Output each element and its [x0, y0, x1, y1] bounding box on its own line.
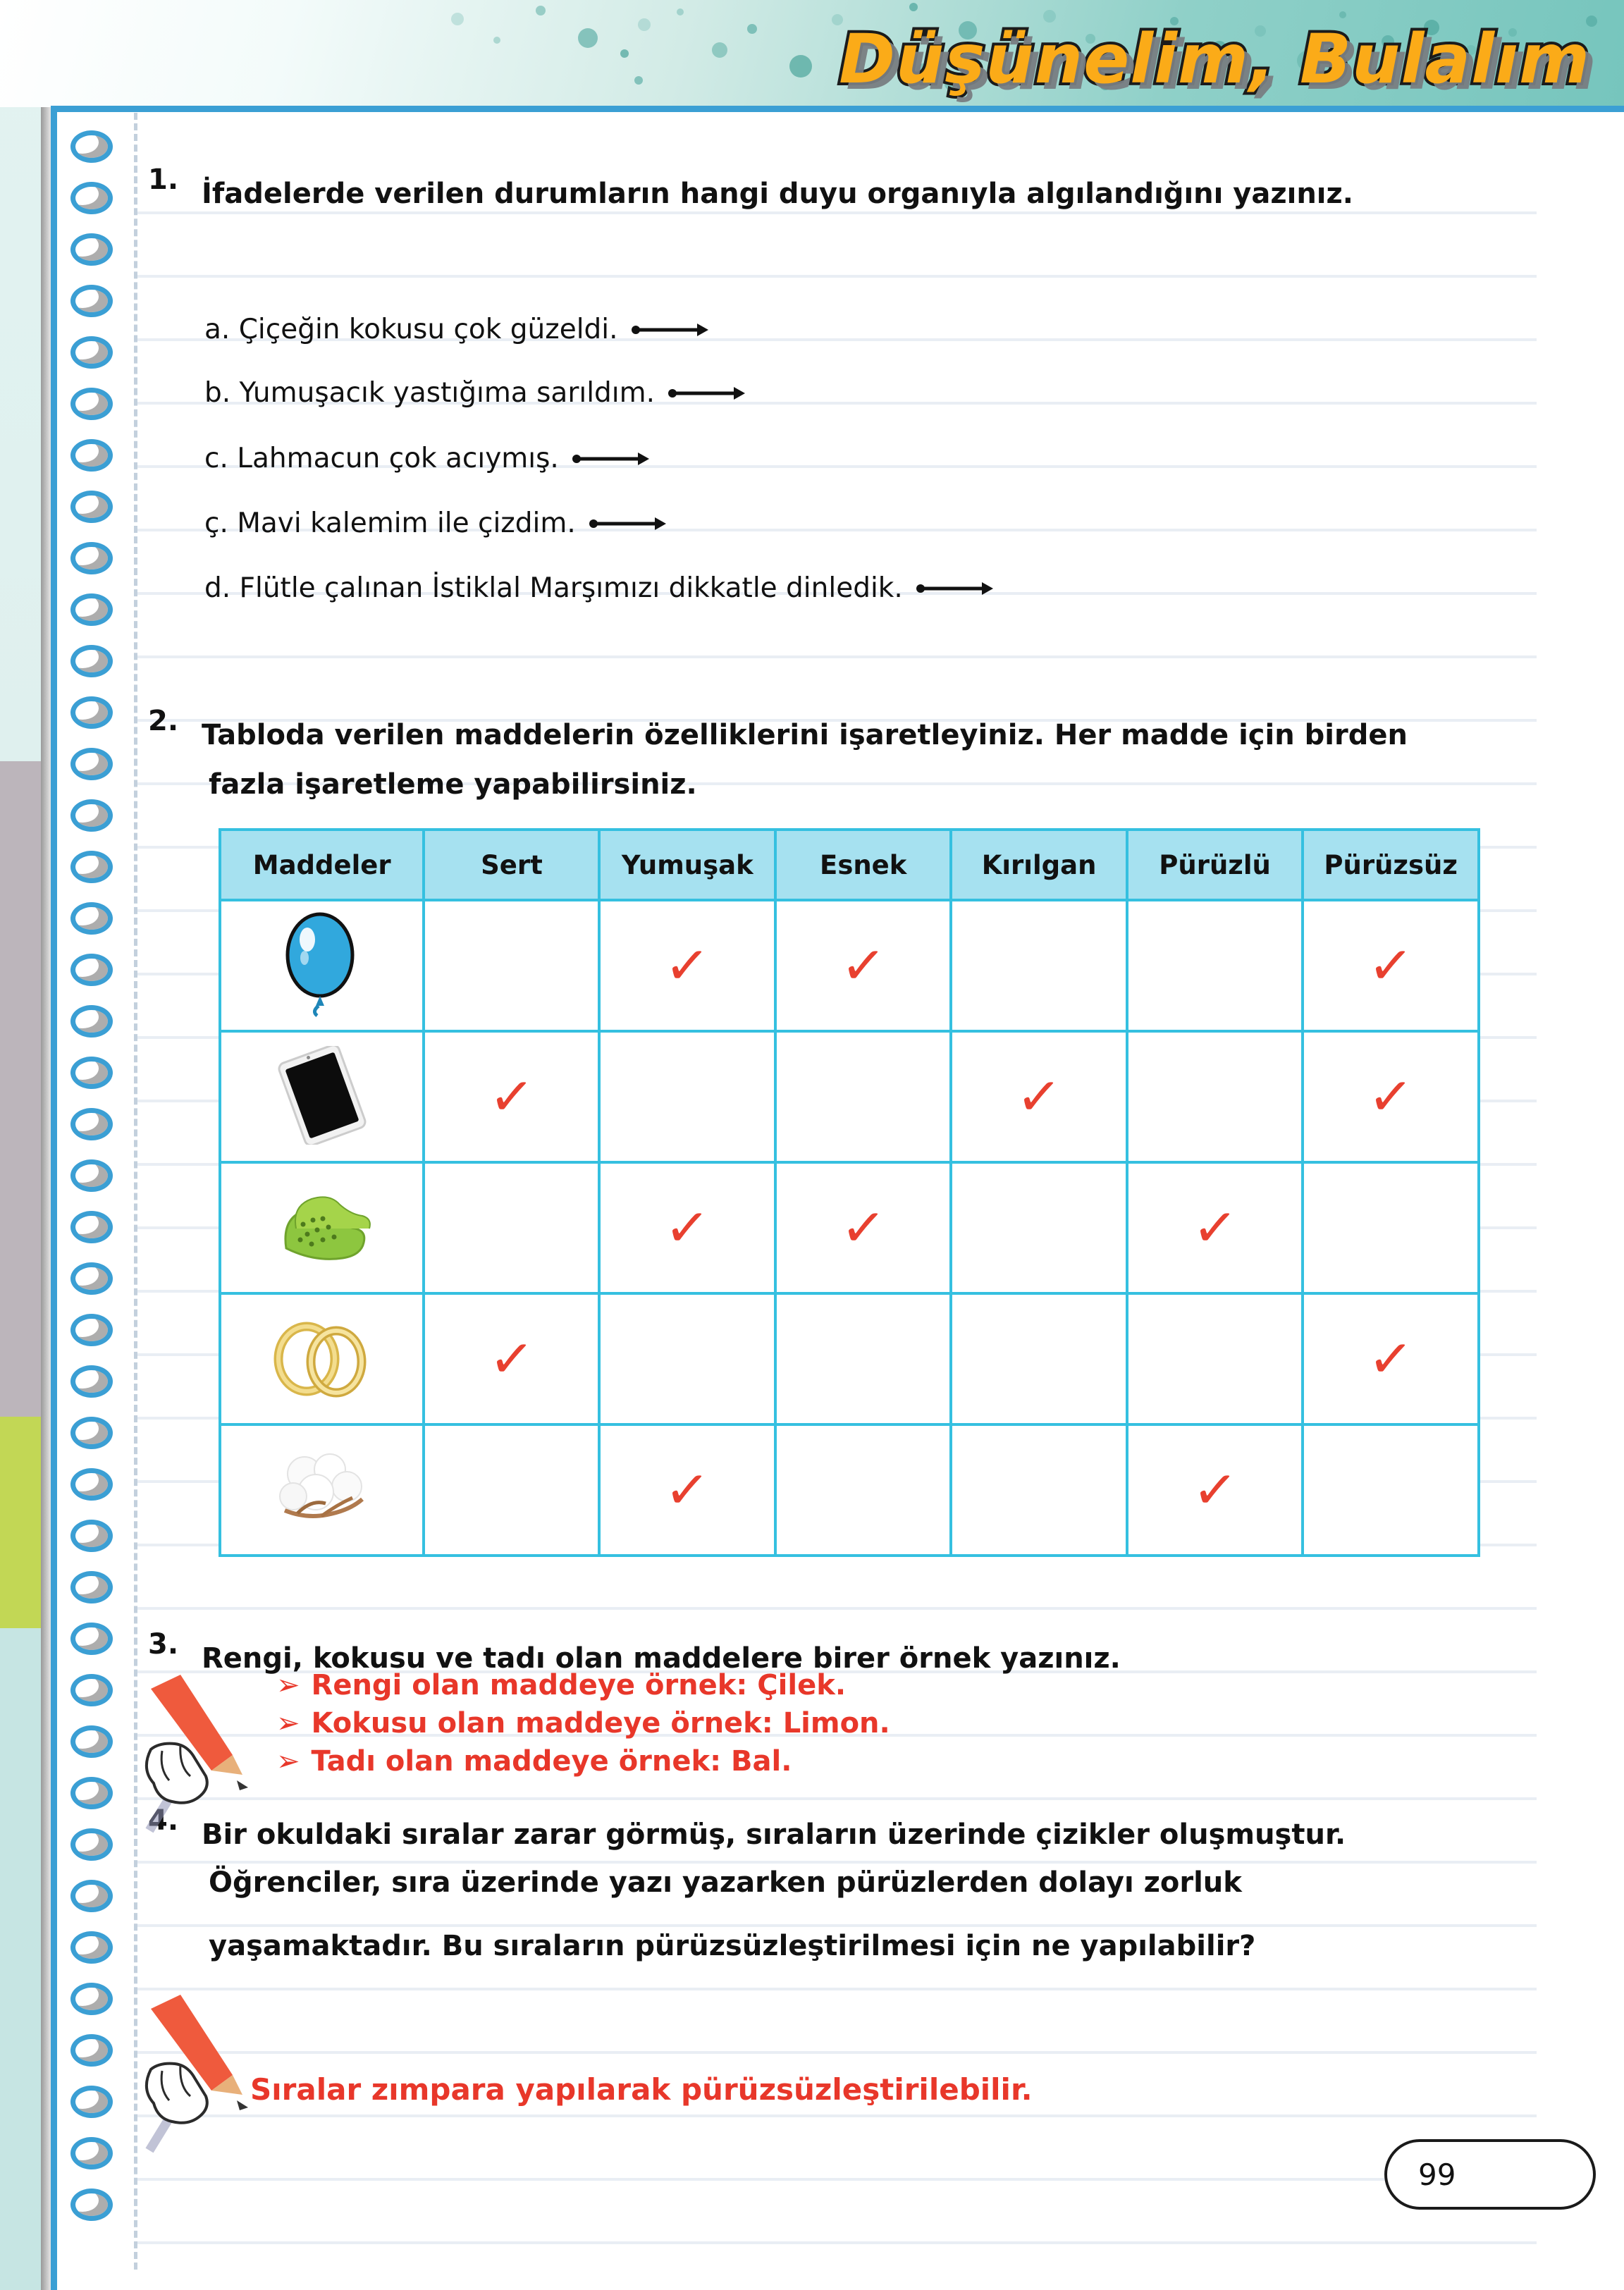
properties-table	[219, 828, 1480, 1557]
checkbox-cell-cotton-pürüzlü[interactable]	[1127, 1424, 1303, 1556]
spiral-hole	[70, 542, 113, 574]
spiral-hole	[70, 696, 113, 729]
checkbox-cell-tablet-esnek[interactable]	[775, 1031, 951, 1162]
spiral-hole	[70, 1725, 113, 1758]
spiral-hole	[70, 439, 113, 472]
question-4	[148, 1804, 1346, 1865]
material-cell-tablet	[220, 1031, 424, 1162]
spiral-hole	[70, 2034, 113, 2067]
question-3-answers	[276, 1669, 890, 1783]
check-icon: ✓	[487, 1325, 536, 1392]
table-row	[220, 1162, 1479, 1293]
spiral-hole	[70, 336, 113, 369]
spiral-hole	[70, 851, 113, 883]
rule-line	[134, 2114, 1537, 2117]
table-body	[220, 900, 1479, 1556]
bubble-decoration	[677, 8, 684, 16]
check-icon: ✓	[663, 1194, 713, 1261]
question-4-text-line3: yaşamaktadır. Bu sıraların pürüzsüzleştirilmesi için ne yapılabilir?	[209, 1930, 1256, 1962]
checkbox-cell-cotton-esnek[interactable]	[775, 1424, 951, 1556]
checkbox-cell-rings-esnek[interactable]	[775, 1293, 951, 1424]
spiral-hole	[70, 2086, 113, 2118]
arrow-icon	[572, 450, 649, 468]
check-icon: ✓	[838, 932, 888, 999]
spiral-hole	[70, 1880, 113, 1912]
table-header-pürüzlü: Pürüzlü	[1127, 830, 1303, 900]
spiral-hole	[70, 1159, 113, 1192]
spiral-hole	[70, 1468, 113, 1501]
question-1-text: İfadelerde verilen durumların hangi duyu organıyla algılandığını yazınız.	[202, 178, 1353, 210]
material-cell-rings	[220, 1293, 424, 1424]
question-3-answer-1	[276, 1669, 890, 1701]
question-1-number: 1.	[148, 164, 179, 196]
question-1-item-d	[204, 572, 993, 604]
check-icon: ✓	[487, 1063, 536, 1130]
page-title: Düşünelim, Bulalım	[839, 20, 1590, 99]
checkbox-cell-tablet-kırılgan[interactable]	[951, 1031, 1126, 1162]
rule-line	[134, 1797, 1537, 1800]
rule-line	[134, 2178, 1537, 2181]
spiral-hole	[70, 1005, 113, 1038]
spiral-hole	[70, 645, 113, 677]
question-1-item-b-label: b. Yumuşacık yastığıma sarıldım.	[204, 377, 656, 409]
checkbox-cell-balloon-esnek[interactable]	[775, 900, 951, 1031]
check-icon: ✓	[1366, 1063, 1416, 1130]
spiral-hole	[70, 1262, 113, 1295]
arrow-bullet-icon: ➢	[276, 1707, 300, 1740]
question-4-number: 4.	[148, 1804, 179, 1837]
question-3-number: 3.	[148, 1628, 179, 1661]
question-1-item-c-cedilla-label: ç. Mavi kalemim ile çizdim.	[204, 507, 576, 539]
spiral-hole	[70, 1417, 113, 1449]
checkbox-cell-crocs-esnek[interactable]	[775, 1162, 951, 1293]
check-icon: ✓	[1366, 1325, 1416, 1392]
spiral-hole	[70, 1314, 113, 1346]
question-3-answer-3-text: Tadı olan maddeye örnek: Bal.	[311, 1745, 792, 1778]
arrow-icon	[631, 321, 708, 339]
checkbox-cell-crocs-sert[interactable]	[424, 1162, 599, 1293]
question-1-item-d-label: d. Flütle çalınan İstiklal Marşımızı dikkatle dinledik.	[204, 572, 903, 604]
bubble-decoration	[620, 49, 629, 58]
checkbox-cell-crocs-pürüzlü[interactable]	[1127, 1162, 1303, 1293]
question-1-item-a	[204, 314, 708, 345]
question-2	[148, 705, 1408, 765]
rule-line	[134, 1607, 1537, 1610]
rule-line	[134, 655, 1537, 658]
sheet-top-border	[51, 106, 1624, 112]
check-icon: ✓	[1190, 1194, 1240, 1261]
arrow-icon	[668, 384, 745, 402]
question-1-item-c-label: c. Lahmacun çok acıymış.	[204, 443, 559, 474]
checkbox-cell-crocs-yumuşak[interactable]	[599, 1162, 775, 1293]
arrow-bullet-icon: ➢	[276, 1745, 300, 1778]
spiral-hole	[70, 491, 113, 523]
rule-line	[134, 2051, 1537, 2054]
spiral-hole	[70, 2189, 113, 2221]
checkbox-cell-balloon-kırılgan[interactable]	[951, 900, 1126, 1031]
checkbox-cell-tablet-pürüzsüz[interactable]	[1303, 1031, 1479, 1162]
spiral-hole	[70, 799, 113, 832]
check-icon: ✓	[1014, 1063, 1064, 1130]
bubble-decoration	[493, 37, 500, 44]
arrow-bullet-icon: ➢	[276, 1669, 300, 1701]
spiral-hole	[70, 1108, 113, 1140]
table-header-sert: Sert	[424, 830, 599, 900]
spiral-hole	[70, 1365, 113, 1398]
bubble-decoration	[1339, 11, 1346, 18]
table-row	[220, 900, 1479, 1031]
spiral-hole	[70, 1828, 113, 1861]
arrow-icon	[589, 515, 666, 533]
spiral-hole	[70, 1571, 113, 1603]
cotton-icon	[269, 1443, 375, 1538]
check-icon: ✓	[1190, 1456, 1240, 1523]
checkbox-cell-balloon-pürüzsüz[interactable]	[1303, 900, 1479, 1031]
table-row	[220, 1293, 1479, 1424]
pencil-hand-icon	[138, 1992, 258, 2157]
spiral-hole	[70, 2137, 113, 2169]
material-cell-crocs	[220, 1162, 424, 1293]
spiral-hole	[70, 285, 113, 317]
table-header-yumuşak: Yumuşak	[599, 830, 775, 900]
rule-line	[134, 1988, 1537, 1990]
spiral-hole	[70, 1211, 113, 1243]
bubble-decoration	[747, 24, 757, 34]
page-number: 99	[1418, 2157, 1456, 2192]
checkbox-cell-balloon-yumuşak[interactable]	[599, 900, 775, 1031]
rule-line	[134, 2241, 1537, 2244]
bubble-decoration	[712, 42, 727, 58]
check-icon: ✓	[1366, 932, 1416, 999]
checkbox-cell-cotton-sert[interactable]	[424, 1424, 599, 1556]
question-4-text-line2: Öğrenciler, sıra üzerinde yazı yazarken pürüzlerden dolayı zorluk	[209, 1866, 1242, 1899]
question-2-text-line2: fazla işaretleme yapabilirsiniz.	[209, 768, 697, 801]
check-icon: ✓	[663, 1456, 713, 1523]
question-1-item-a-label: a. Çiçeğin kokusu çok güzeldi.	[204, 314, 618, 345]
bubble-decoration	[634, 76, 643, 85]
checkbox-cell-crocs-pürüzsüz[interactable]	[1303, 1162, 1479, 1293]
checkbox-cell-tablet-yumuşak[interactable]	[599, 1031, 775, 1162]
spiral-hole	[70, 1983, 113, 2015]
check-icon: ✓	[838, 1194, 888, 1261]
question-1-item-c-cedilla	[204, 507, 666, 539]
spiral-binding	[70, 130, 135, 2240]
checkbox-cell-tablet-pürüzlü[interactable]	[1127, 1031, 1303, 1162]
question-3-answer-2	[276, 1707, 890, 1740]
checkbox-cell-balloon-sert[interactable]	[424, 900, 599, 1031]
checkbox-cell-cotton-yumuşak[interactable]	[599, 1424, 775, 1556]
table-header-pürüzsüz: Pürüzsüz	[1303, 830, 1479, 900]
bubble-decoration	[578, 28, 598, 48]
arrow-icon	[916, 579, 993, 598]
bubble-decoration	[536, 6, 546, 16]
spiral-hole	[70, 1520, 113, 1552]
bubble-decoration	[451, 13, 464, 25]
checkbox-cell-cotton-pürüzsüz[interactable]	[1303, 1424, 1479, 1556]
spiral-hole	[70, 593, 113, 626]
question-2-text-line1: Tabloda verilen maddelerin özelliklerini işaretleyiniz. Her madde için birden	[202, 719, 1408, 751]
question-4-text-line1: Bir okuldaki sıralar zarar görmüş, sıraların üzerinde çizikler oluşmuştur.	[202, 1818, 1346, 1851]
question-3-answer-1-text: Rengi olan maddeye örnek: Çilek.	[311, 1669, 847, 1701]
checkbox-cell-rings-sert[interactable]	[424, 1293, 599, 1424]
material-cell-cotton	[220, 1424, 424, 1556]
question-3-answer-3	[276, 1745, 890, 1778]
spiral-hole	[70, 954, 113, 986]
spiral-hole	[70, 902, 113, 935]
spiral-hole	[70, 1931, 113, 1964]
question-1-item-c	[204, 443, 649, 474]
table-header-kırılgan: Kırılgan	[951, 830, 1126, 900]
question-3-text: Rengi, kokusu ve tadı olan maddelere birer örnek yazınız.	[202, 1642, 1121, 1675]
rule-line	[134, 1924, 1537, 1927]
table-row	[220, 1424, 1479, 1556]
rule-line	[134, 275, 1537, 278]
question-3-answer-2-text: Kokusu olan maddeye örnek: Limon.	[311, 1707, 890, 1740]
table-header-row	[220, 830, 1479, 900]
tablet-icon	[269, 1046, 375, 1148]
checkbox-cell-crocs-kırılgan[interactable]	[951, 1162, 1126, 1293]
checkbox-cell-balloon-pürüzlü[interactable]	[1127, 900, 1303, 1031]
spiral-hole	[70, 748, 113, 780]
bubble-decoration	[789, 55, 812, 78]
spiral-hole	[70, 388, 113, 420]
checkbox-cell-cotton-kırılgan[interactable]	[951, 1424, 1126, 1556]
bubble-decoration	[909, 3, 918, 11]
check-icon: ✓	[663, 932, 713, 999]
question-2-number: 2.	[148, 705, 179, 737]
spiral-hole	[70, 1057, 113, 1089]
checkbox-cell-rings-yumuşak[interactable]	[599, 1293, 775, 1424]
pencil-hand-icon	[138, 1672, 258, 1837]
spiral-hole	[70, 1777, 113, 1809]
material-cell-balloon	[220, 900, 424, 1031]
spiral-hole	[70, 182, 113, 214]
checkbox-cell-rings-kırılgan[interactable]	[951, 1293, 1126, 1424]
table-header-maddeler: Maddeler	[220, 830, 424, 900]
question-1	[148, 164, 1353, 224]
table-row	[220, 1031, 1479, 1162]
spiral-hole	[70, 1674, 113, 1706]
bubble-decoration	[638, 18, 651, 31]
crocs-icon	[269, 1181, 375, 1276]
checkbox-cell-rings-pürüzsüz[interactable]	[1303, 1293, 1479, 1424]
spiral-hole	[70, 233, 113, 266]
rings-icon	[266, 1315, 379, 1403]
spiral-hole	[70, 130, 113, 163]
balloon-icon	[276, 911, 368, 1021]
question-1-item-b	[204, 377, 745, 409]
checkbox-cell-tablet-sert[interactable]	[424, 1031, 599, 1162]
checkbox-cell-rings-pürüzlü[interactable]	[1127, 1293, 1303, 1424]
spiral-hole	[70, 1623, 113, 1655]
question-4-answer: Sıralar zımpara yapılarak pürüzsüzleştirilebilir.	[250, 2072, 1033, 2107]
table-header-esnek: Esnek	[775, 830, 951, 900]
page-number-badge	[1384, 2139, 1596, 2210]
